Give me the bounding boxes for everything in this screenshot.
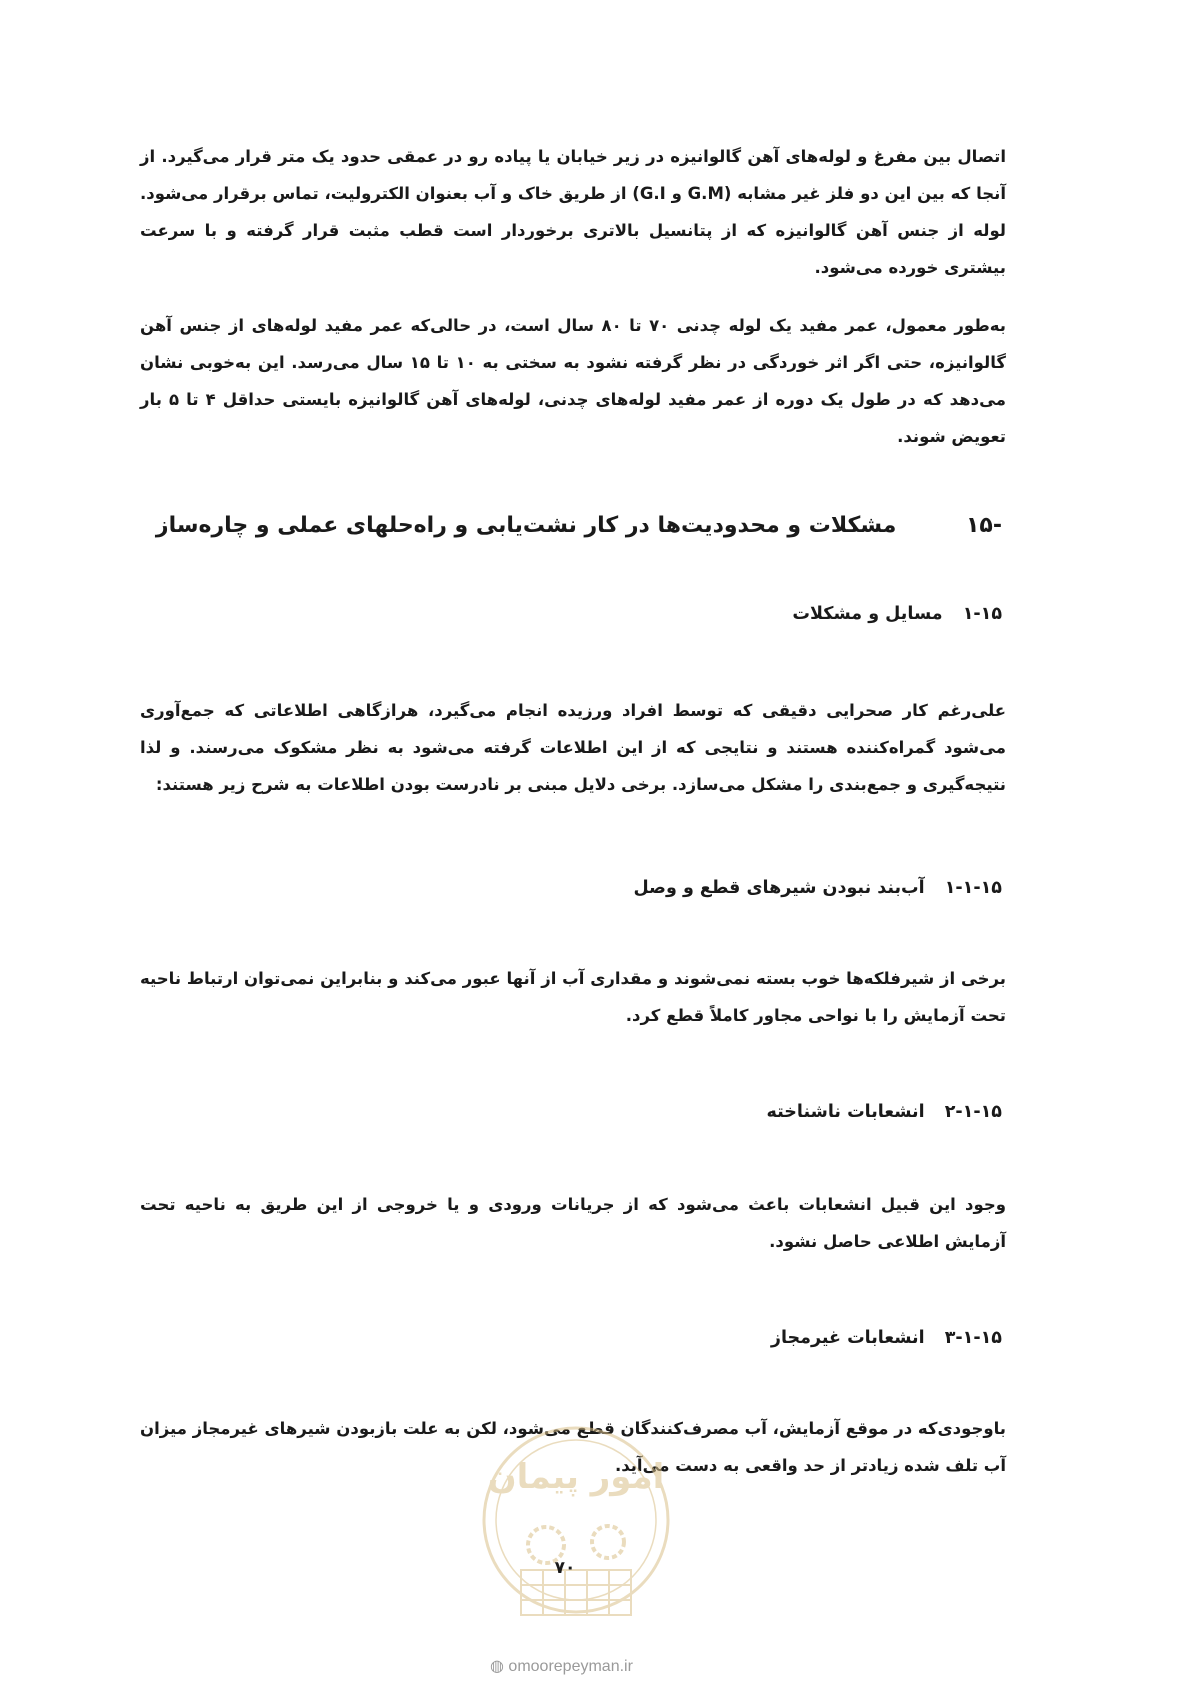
subsection-title: آب‌بند نبودن شیرهای قطع و وصل (633, 878, 925, 898)
section-title: مشکلات و محدودیت‌ها در کار نشت‌یابی و راه‌حلهای عملی و چاره‌ساز (155, 513, 897, 538)
subsection-title: مسایل و مشکلات (792, 604, 943, 624)
watermark-text: امور پیمان (487, 1457, 665, 1497)
paragraph-galvanized-contact (140, 138, 1006, 286)
paragraph-text: اتصال بین مفرغ و لوله‌های آهن گالوانیزه در زیر خیابان یا پیاده رو در عمقی حدود یک متر قرار می‌گیرد. از آنجا که بین این دو فلز غیر مشابه (G.M و G.I) از طریق خاک و آب بعنوان الکترولیت، تماس برقرار می‌شود. لوله از جنس آهن گالوانیزه که از پتانسیل بالاتری برخوردار است قطب مثبت قرار گرفته و با سرعت بیشتری خورده می‌شود. (140, 147, 1007, 277)
site-url-text: omoorepeyman.ir (508, 1658, 633, 1675)
subsection-heading-15-1-2 (767, 1096, 1002, 1128)
page-number: ۷۰ (554, 1558, 576, 1578)
watermark-site-url (490, 1656, 633, 1676)
subsection-number: ۱-۱۵ (962, 604, 1002, 624)
paragraph-valves (140, 960, 1006, 1034)
paragraph-text: وجود این قبیل انشعابات باعث می‌شود که از جریانات ورودی و یا خروجی از این طریق به ناحیه تحت آزمایش اطلاعی حاصل نشود. (140, 1195, 1006, 1251)
paragraph-text: باوجودی‌که در موقع آزمایش، آب مصرف‌کنندگان قطع می‌شود، لکن به علت بازبودن شیرهای غیرمجاز میزان آب تلف شده زیادتر از حد واقعی به دست می‌آید. (140, 1419, 1006, 1475)
subsection-number: ۲-۱-۱۵ (944, 1102, 1002, 1122)
globe-icon: ◍ (490, 1658, 504, 1675)
paragraph-unknown-branches (140, 1186, 1006, 1260)
watermark-logo-icon (476, 1410, 676, 1640)
subsection-title: انشعابات ناشناخته (766, 1102, 925, 1122)
subsection-heading-15-1-3 (771, 1322, 1002, 1354)
paragraph-field-data-issues (140, 692, 1006, 803)
subsection-title: انشعابات غیرمجاز (770, 1328, 925, 1348)
section-number: -۱۵ (966, 513, 1002, 538)
subsection-number: ۱-۱-۱۵ (944, 878, 1002, 898)
subsection-heading-15-1-1 (633, 872, 1002, 904)
section-heading-15 (156, 508, 1002, 544)
paragraph-text: علی‌رغم کار صحرایی دقیقی که توسط افراد ورزیده انجام می‌گیرد، هرازگاهی اطلاعاتی که جمع‌آوری می‌شود گمراه‌کننده هستند و نتایجی که از این اطلاعات گرفته می‌شود به نظر مشکوک می‌رسند. و لذا نتیجه‌گیری و جمع‌بندی را مشکل می‌سازد. برخی دلایل مبنی بر نادرست بودن اطلاعات به شرح زیر هستند: (140, 701, 1006, 794)
subsection-number: ۳-۱-۱۵ (944, 1328, 1002, 1348)
paragraph-text: برخی از شیرفلکه‌ها خوب بسته نمی‌شوند و مقداری آب از آنها عبور می‌کند و بنابراین نمی‌توان ارتباط ناحیه تحت آزمایش را با نواحی مجاور کاملاً قطع کرد. (140, 969, 1006, 1025)
paragraph-text: به‌طور معمول، عمر مفید یک لوله چدنی ۷۰ تا ۸۰ سال است، در حالی‌که عمر مفید لوله‌های از جنس آهن گالوانیزه، حتی اگر اثر خوردگی در نظر گرفته نشود به سختی به ۱۰ تا ۱۵ سال می‌رسد. این به‌خوبی نشان می‌دهد که در طول یک دوره از عمر مفید لوله‌های چدنی، لوله‌های آهن گالوانیزه بایستی حداقل ۴ تا ۵ بار تعویض شوند. (140, 316, 1006, 446)
paragraph-pipe-lifetime (140, 307, 1006, 455)
subsection-heading-15-1 (792, 598, 1002, 630)
